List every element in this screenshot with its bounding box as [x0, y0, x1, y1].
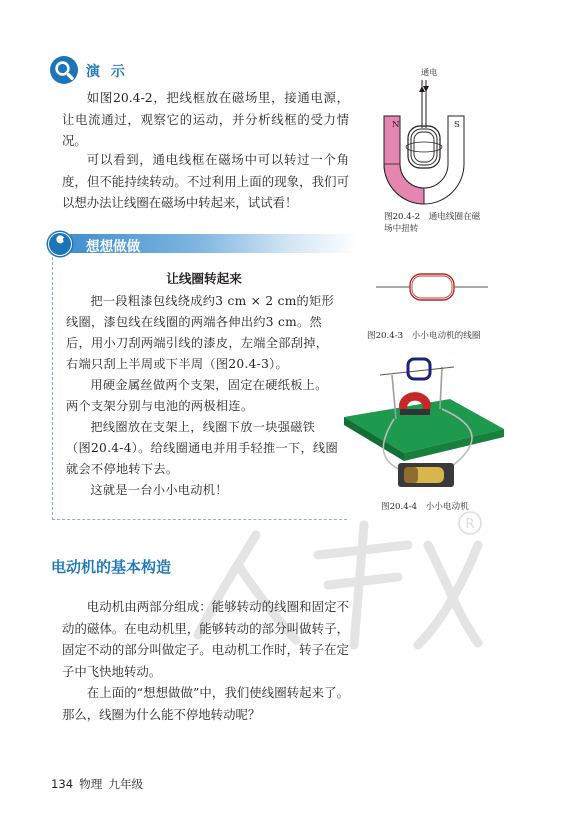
think-do-title: 想想做做	[86, 239, 141, 255]
figure-caption-20-4-2: 图20.4-2 通电线圈在磁场中扭转	[384, 212, 481, 234]
section-heading: 电动机的基本构造	[51, 558, 172, 576]
demo-paragraph: 如图20.4-2，把线框放在磁场里，接通电源，让电流通过，观察它的运动，并分析线框的受力情况。	[62, 90, 349, 148]
small-coil-figure	[374, 268, 490, 308]
figure-caption-20-4-3: 图20.4-3 小小电动机的线圈	[367, 331, 481, 341]
page-footer	[51, 776, 149, 792]
activity-paragraph: 把一段粗漆包线绕成约3 cm × 2 cm的矩形线圈，漆包线在线圈的两端各伸出约3 cm。然后，用小刀刮两端引线的漆皮，左端全部刮掉，右端只刮上半周或下半周（图20.4-3）。	[66, 294, 335, 371]
magnifier-icon	[49, 55, 79, 85]
activity-paragraph: 把线圈放在支架上，线圈下放一块强磁铁（图20.4-4）。给线圈通电并用手轻推一下，线圈就会不停地转下去。	[66, 420, 338, 476]
demo-heading: 演 示	[86, 64, 128, 80]
activity-paragraph: 这就是一台小小电动机！	[90, 483, 228, 497]
coil-in-magnet-figure	[378, 60, 470, 216]
activity-paragraph: 用硬金属丝做两个支架，固定在硬纸板上。两个支架分别与电池的两极相连。	[66, 378, 328, 413]
page-number: 134	[51, 777, 74, 791]
figure-caption-20-4-4: 图20.4-4 小小电动机	[381, 502, 469, 512]
wrench-icon	[46, 230, 74, 258]
svg-text:R: R	[465, 517, 475, 532]
footer-grade: 九年级	[108, 777, 144, 791]
small-motor-figure	[338, 345, 510, 503]
section-paragraph: 电动机由两部分组成：能够转动的线圈和固定不动的磁体。在电动机里，能够转动的部分叫做转子，固定不动的部分叫做定子。电动机工作时，转子在定子中飞快地转动。	[62, 599, 349, 679]
activity-title: 让线圈转起来	[166, 271, 242, 286]
section-body	[62, 596, 349, 725]
activity-body	[66, 291, 340, 501]
conclusion-paragraph: 可以看到，通电线框在磁场中可以转过一个角度，但不能持续转动。不过利用上面的现象，我们可以想办法让线圈在磁场中转起来，试试看！	[62, 152, 349, 210]
current-label: 通电	[421, 67, 438, 77]
think-do-banner	[46, 230, 349, 256]
pole-n-label: N	[392, 120, 400, 130]
section-paragraph: 在上面的“想想做做”中，我们使线圈转起来了。那么，线圈为什么能不停地转动呢？	[62, 685, 349, 722]
footer-subject: 物理	[79, 777, 103, 791]
pole-s-label: S	[454, 120, 460, 130]
